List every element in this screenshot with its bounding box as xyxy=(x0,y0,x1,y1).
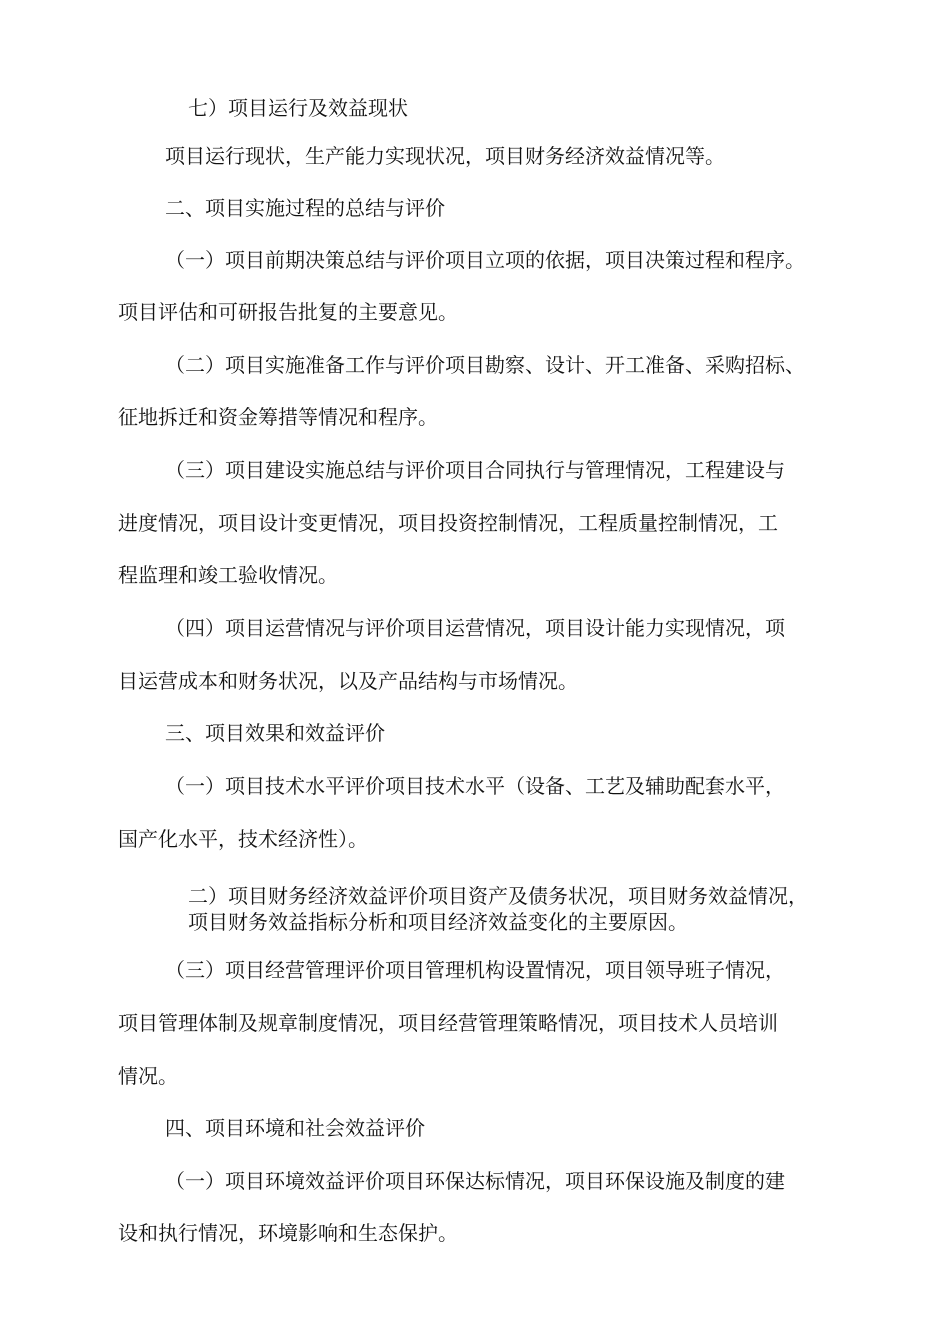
section-heading-3: 三、项目效果和效益评价 xyxy=(165,721,385,745)
paragraph-line: 进度情况，项目设计变更情况，项目投资控制情况，工程质量控制情况，工 xyxy=(118,511,778,535)
paragraph-line: 项目管理体制及规章制度情况，项目经营管理策略情况，项目技术人员培训 xyxy=(118,1011,778,1035)
paragraph-line: （二）项目实施准备工作与评价项目勘察、设计、开工准备、采购招标、 xyxy=(165,353,805,377)
paragraph-line: 国产化水平，技术经济性）。 xyxy=(118,827,368,851)
paragraph-line: 征地拆迁和资金筹措等情况和程序。 xyxy=(118,405,438,429)
paragraph-line: 项目评估和可研报告批复的主要意见。 xyxy=(118,300,458,324)
section-heading-2: 二、项目实施过程的总结与评价 xyxy=(165,196,445,220)
paragraph-line: 设和执行情况，环境影响和生态保护。 xyxy=(118,1221,458,1245)
paragraph-line: 项目财务效益指标分析和项目经济效益变化的主要原因。 xyxy=(188,910,688,934)
paragraph-line: 目运营成本和财务状况，以及产品结构与市场情况。 xyxy=(118,669,578,693)
paragraph-line: （三）项目经营管理评价项目管理机构设置情况，项目领导班子情况， xyxy=(165,958,785,982)
paragraph-line: 二）项目财务经济效益评价项目资产及债务状况，项目财务效益情况， xyxy=(188,884,808,908)
paragraph-line: （一）项目前期决策总结与评价项目立项的依据，项目决策过程和程序。 xyxy=(165,248,805,272)
paragraph-line: （一）项目环境效益评价项目环保达标情况，项目环保设施及制度的建 xyxy=(165,1169,785,1193)
paragraph-line: 项目运行现状，生产能力实现状况，项目财务经济效益情况等。 xyxy=(165,144,725,168)
paragraph-line: （三）项目建设实施总结与评价项目合同执行与管理情况，工程建设与 xyxy=(165,458,785,482)
section-heading-4: 四、项目环境和社会效益评价 xyxy=(165,1116,425,1140)
paragraph-line: 程监理和竣工验收情况。 xyxy=(118,563,338,587)
paragraph-line: （四）项目运营情况与评价项目运营情况，项目设计能力实现情况，项 xyxy=(165,616,785,640)
paragraph-line: （一）项目技术水平评价项目技术水平（设备、工艺及辅助配套水平， xyxy=(165,774,785,798)
subsection-heading-7: 七）项目运行及效益现状 xyxy=(188,96,408,120)
paragraph-line: 情况。 xyxy=(118,1064,178,1088)
